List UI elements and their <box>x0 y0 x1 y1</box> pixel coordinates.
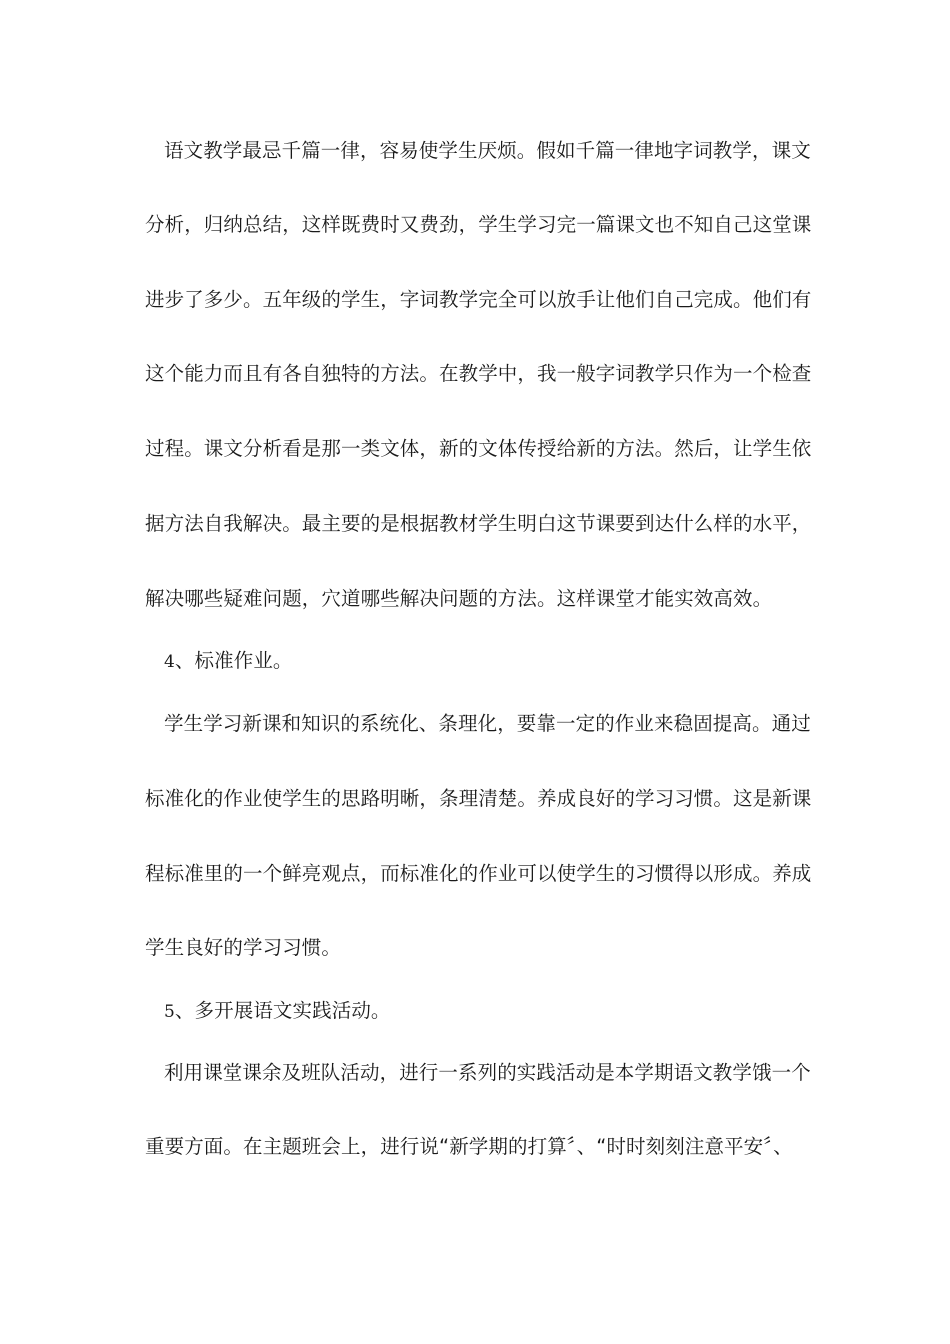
paragraph-line: 据方法自我解决。最主要的是根据教材学生明白这节课要到达什么样的水平， <box>145 512 812 535</box>
paragraph-line: 语文教学最忌千篇一律，容易使学生厌烦。假如千篇一律地字词教学，课文 <box>164 139 811 162</box>
paragraph-line: 分析，归纳总结，这样既费时又费劲，学生学习完一篇课文也不知自己这堂课 <box>145 213 812 236</box>
paragraph-line: 重要方面。在主题班会上，进行说“新学期的打算〞、“时时刻刻注意平安〞、 <box>145 1135 793 1158</box>
paragraph-line: 利用课堂课余及班队活动，进行一系列的实践活动是本学期语文教学饿一个 <box>164 1061 811 1084</box>
paragraph-line: 进步了多少。五年级的学生，字词教学完全可以放手让他们自己完成。他们有 <box>145 288 812 311</box>
paragraph-line: 这个能力而且有各自独特的方法。在教学中，我一般字词教学只作为一个检查 <box>145 362 812 385</box>
section-number: 4 <box>164 652 175 672</box>
section-heading-4 <box>164 648 829 675</box>
paragraph-line: 程标准里的一个鲜亮观点，而标准化的作业可以使学生的习惯得以形成。养成 <box>145 862 812 885</box>
section-number: 5 <box>164 1002 175 1022</box>
section-title: 、标准作业。 <box>174 649 293 672</box>
paragraph-line: 过程。课文分析看是那一类文体，新的文体传授给新的方法。然后，让学生依 <box>145 437 812 460</box>
paragraph-line: 学生学习新课和知识的系统化、条理化，要靠一定的作业来稳固提高。通过 <box>164 712 811 735</box>
paragraph-line: 学生良好的学习习惯。 <box>145 936 342 959</box>
paragraph-line: 解决哪些疑难问题，穴道哪些解决问题的方法。这样课堂才能实效高效。 <box>145 587 773 610</box>
section-title: 、多开展语文实践活动。 <box>174 999 391 1022</box>
paragraph-line: 标准化的作业使学生的思路明晰，条理清楚。养成良好的学习习惯。这是新课 <box>145 787 812 810</box>
section-heading-5 <box>164 998 829 1025</box>
